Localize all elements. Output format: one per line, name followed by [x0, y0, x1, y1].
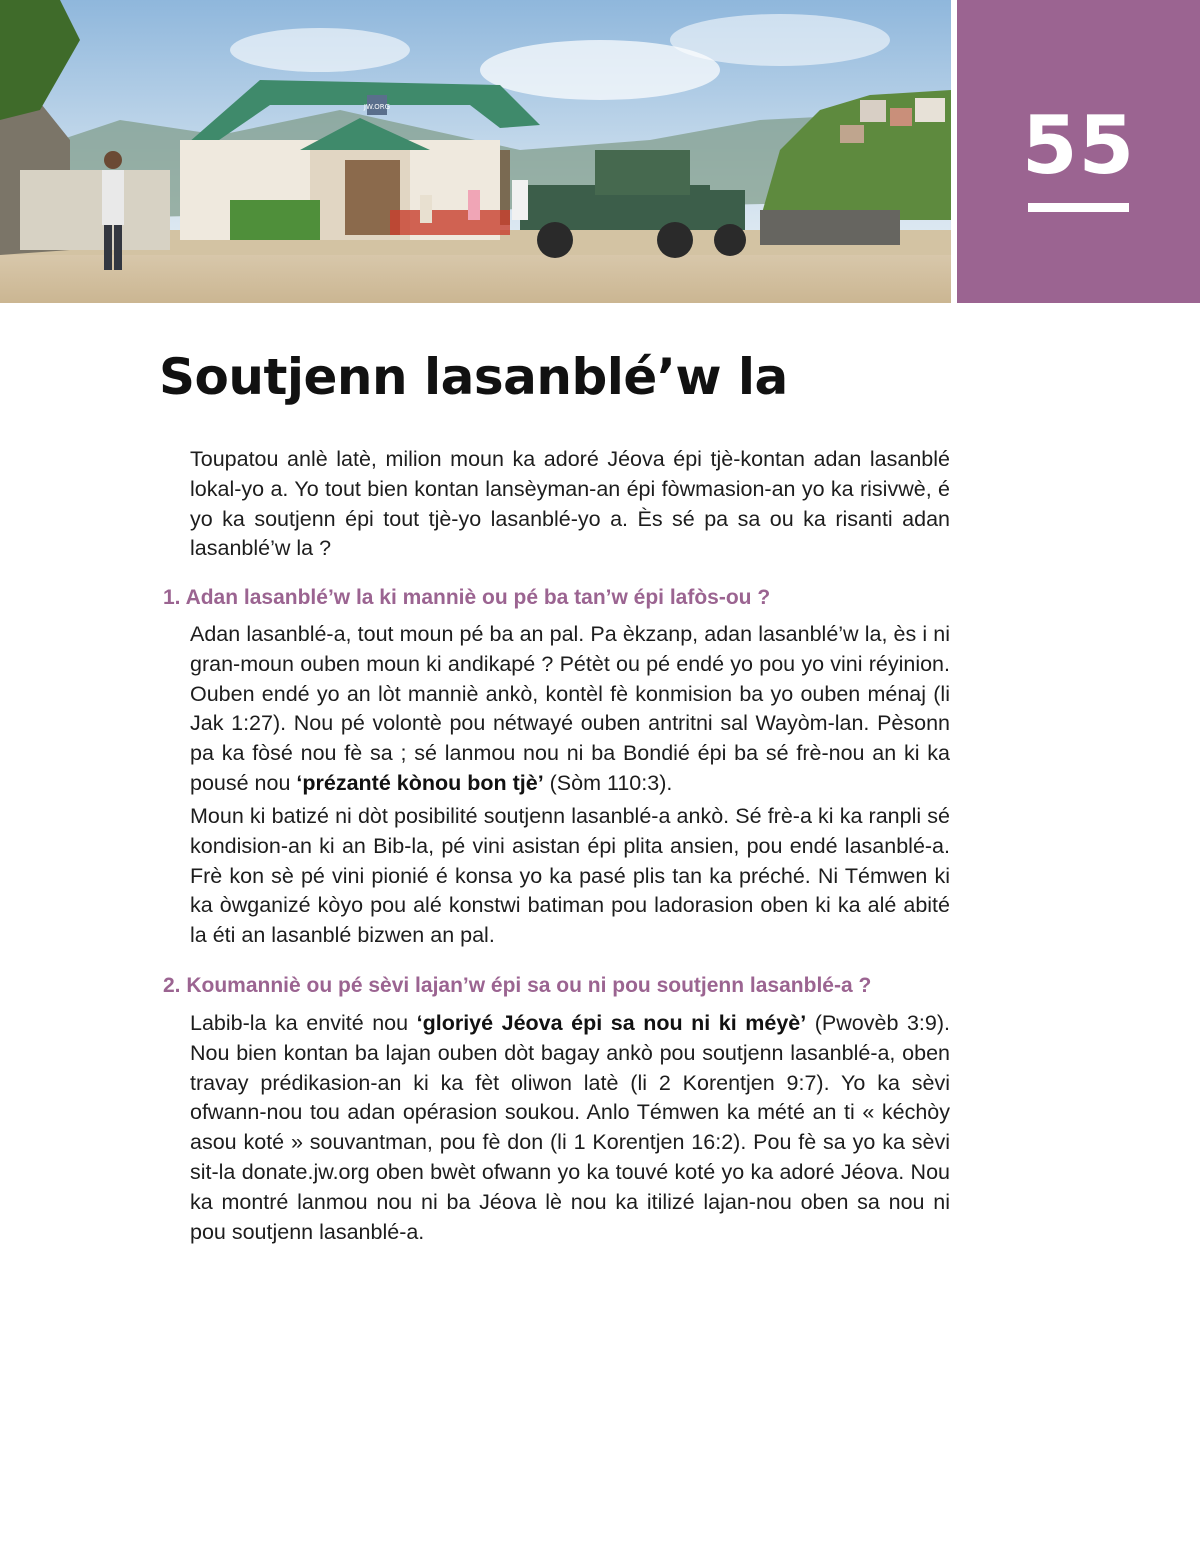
lesson-number-badge	[957, 0, 1200, 303]
section-1-paragraph-1-text: Adan lasanblé-a, tout moun pé ba an pal. Pa èkzanp, adan lasanblé’w la, ès i ni gran-moun ouben moun ki andikapé ? Pétèt ou pé endé yo pou yo vini réyinion. Ouben endé yo an lòt manniè ankò, kontèl fè konmision ba yo ouben ménaj (li Jak 1:27). Nou pé volontè pou nétwayé ouben antritni sal Wayòm-lan. Pèsonn pa ka fòsé nou fè sa ; sé lanmou nou ni ba Bondié épi ba sé frè-nou an ki ka pousé nou	[190, 622, 950, 795]
section-2-quote: ‘gloriyé Jéova épi sa nou ni ki méyè’	[416, 1011, 807, 1035]
section-2-paragraph-1-text: Labib-la ka envité nou	[190, 1011, 417, 1035]
section-1-quote: ‘prézanté kònou bon tjè’	[296, 770, 544, 795]
jw-sign: JW.ORG	[363, 103, 391, 111]
section-2-paragraph-1	[190, 1009, 950, 1247]
question-1-heading: 1. Adan lasanblé’w la ki manniè ou pé ba tan’w épi lafòs-ou ?	[163, 586, 771, 609]
section-1-paragraph-2: Moun ki batizé ni dòt posibilité soutjenn lasanblé-a ankò. Sé frè-a ki ka ranpli sé kondision-an ki an Bib-la, pé vini asistan épi plita ansien, pou endé lasanblé-a. Frè kon sè pé vini pionié é konsa yo ka pasé plis tan ka préché. Ni Témwen ki ka òwganizé kòyo pou alé konstwi batiman pou ladorasion oben ki ka alé abité la éti an lasanblé bizwen an pal.	[190, 804, 950, 948]
question-2-heading: 2. Koumanniè ou pé sèvi lajan’w épi sa ou ni pou soutjenn lasanblé-a ?	[163, 974, 872, 997]
page-title: Soutjenn lasanblé’w la	[159, 348, 788, 406]
lesson-number: 55	[1021, 99, 1136, 192]
section-2-reference: (Pwovèb 3:9). Nou bien kontan ba lajan ouben dòt bagay ankò pou soutjenn lasanblé-a, oben travay prédikasion-an ki ka fèt oliwon latè (li 2 Korentjen 9:7). Yo ka sèvi ofwann-nou tou adan opérasion soukou. Anlo Témwen ka mété an ti « kéchòy asou koté » souvantman, pou fè don (li 1 Korentjen 16:2). Pou fè sa yo ka sèvi sit-la donate.jw.org oben bwèt ofwann yo ka touvé koté yo ka adoré Jéova. Nou ka montré lanmou nou ni ba Jéova lè nou ka itilizé lajan-nou oben sa nou ni pou soutjenn lasanblé-a.	[190, 1011, 950, 1244]
intro-paragraph: Toupatou anlè latè, milion moun ka adoré Jéova épi tjè-kontan adan lasanblé lokal-yo a. Yo tout bien kontan lansèyman-an épi fòwmasion-an yo ka risivwè, é yo ka soutjenn épi tout tjè-yo lasanblé-yo a. Ès sé pa sa ou ka risanti adan lasanblé’w la ?	[190, 447, 950, 561]
section-1-paragraph-1	[190, 620, 950, 799]
hero-illustration	[0, 0, 951, 303]
lesson-number-underline	[1028, 203, 1129, 212]
section-1-reference: (Sòm 110:3).	[543, 770, 673, 795]
